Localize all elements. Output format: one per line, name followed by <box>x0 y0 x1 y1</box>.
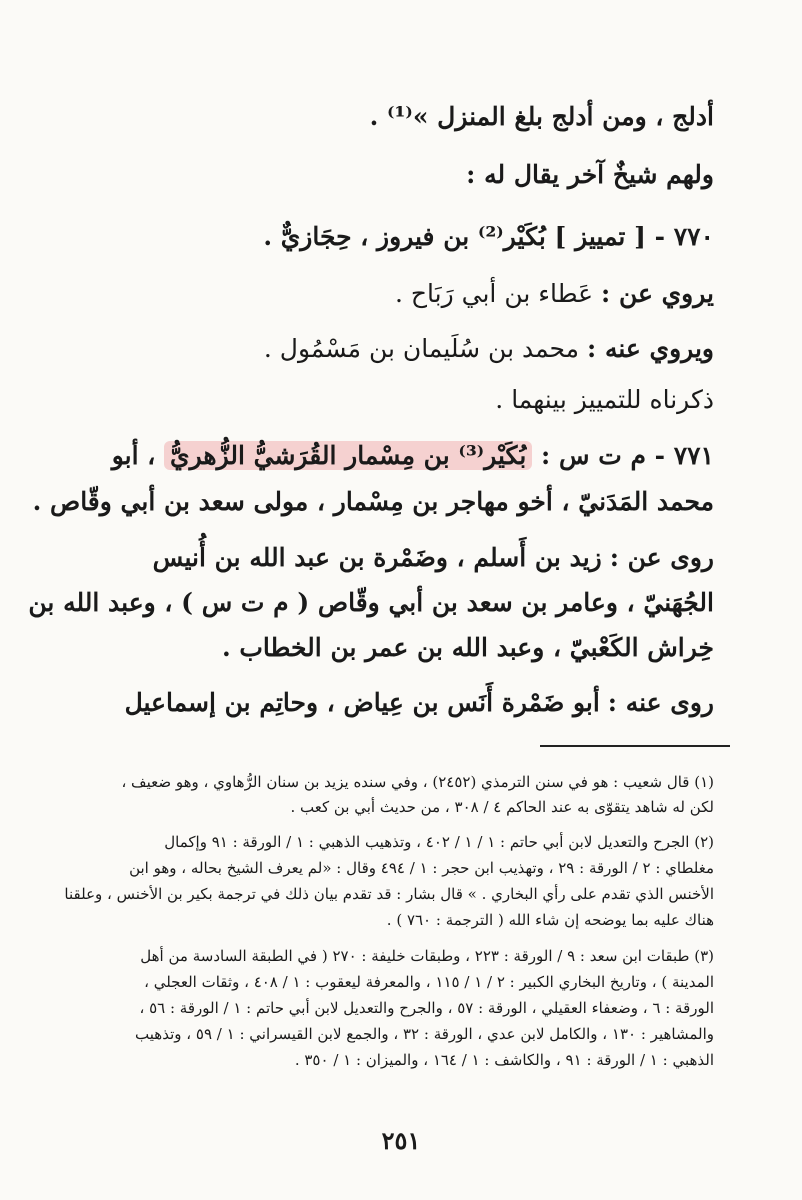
entry-770-heading: ٧٧٠ - [ تمييز ] بُكَيْر⁽²⁾ بن فيروز ، حِجَازيٌّ . <box>263 222 714 251</box>
footnote-3-line: والمشاهير : ١٣٠ ، والكامل لابن عدي ، الورقة : ٣٢ ، والجمع لابن القيسراني : ١ / ٥٩ ، وتذهيب <box>135 1025 714 1043</box>
entry-suffix: ، أبو <box>111 441 156 470</box>
highlighted-name: بُكَيْر⁽³⁾ بن مِسْمار القُرَشيُّ الزُّهريُّ <box>164 441 532 470</box>
text-line <box>120 685 714 721</box>
label-rawa-an: روى عن : <box>609 543 714 572</box>
text-line <box>120 276 714 312</box>
text-line: خِراش الكَعْبيّ ، وعبد الله بن عمر بن الخطاب . <box>221 633 714 662</box>
footnote-3-line: (٣) طبقات ابن سعد : ٩ / الورقة : ٢٢٣ ، وطبقات خليفة : ٢٧٠ ( في الطبقة السادسة من أهل <box>140 947 714 965</box>
text-line <box>120 331 714 367</box>
narrator-text: محمد بن سُلَيمان بن مَسْمُول . <box>263 334 580 363</box>
footnote-2-line: (٢) الجرح والتعديل لابن أبي حاتم : ١ / ١ / ٤٠٢ ، وتذهيب الذهبي : ١ / الورقة : ٩١ وإكمال <box>164 833 714 851</box>
footnote-3-line: الورقة : ٦ ، وضعفاء العقيلي ، الورقة : ٥٧ ، والجرح والتعديل لابن أبي حاتم : ١ / الورقة : ٥٦ ، <box>139 999 714 1017</box>
footnote-3-line: المدينة ) ، وتاريخ البخاري الكبير : ٢ / ١ / ١١٥ ، والمعرفة ليعقوب : ١ / ٤٠٨ ، وثقات العجلي ، <box>144 973 714 991</box>
text-line: محمد المَدَنيّ ، أخو مهاجر بن مِسْمار ، مولى سعد بن أبي وقّاص . <box>32 487 714 516</box>
entry-771-heading <box>111 438 714 474</box>
footnote-3-line: الذهبي : ١ / الورقة : ٩١ ، والكاشف : ١ / ١٦٤ ، والميزان : ١ / ٣٥٠ . <box>294 1051 714 1069</box>
narrator-text: عَطاء بن أبي رَبَاح . <box>395 279 594 308</box>
footnote-2-line: مغلطاي : ٢ / الورقة : ٢٩ ، وتهذيب ابن حجر : ١ / ٤٩٤ وقال : «لم يعرف الشيخ بحاله ، وهو ابن <box>129 859 714 877</box>
footnote-2-line: الأخنس الذي تقدم على رأي البخاري . » قال بشار : قد تقدم بيان ذلك في ترجمة بكير بن الأخنس ، وعلقنا <box>64 885 714 903</box>
narrator-text: زيد بن أَسلم ، وضَمْرة بن عبد الله بن أُنيس <box>152 543 602 572</box>
label-yarwi-an: يروي عن : <box>601 279 714 308</box>
text-line: الجُهَنيّ ، وعامر بن سعد بن أبي وقّاص ( م ت س ) ، وعبد الله بن <box>28 588 714 617</box>
footnote-2-line: هناك عليه بما يوضحه إن شاء الله ( الترجمة : ٧٦٠ ) . <box>386 911 714 929</box>
text-line: ولهم شيخٌ آخر يقال له : <box>466 160 714 189</box>
narrator-text: أبو ضَمْرة أَنَس بن عِياض ، وحاتِم بن إسماعيل <box>124 688 600 717</box>
label-rawa-anhu: روى عنه : <box>607 688 714 717</box>
page-number: ٢٥١ <box>381 1126 421 1155</box>
footnote-1-line: (١) قال شعيب : هو في سنن الترمذي (٢٤٥٢) ، وفي سنده يزيد بن سنان الرُّهاوي ، وهو ضعيف ، <box>121 773 714 791</box>
footnote-separator <box>540 745 730 747</box>
entry-sigla: ٧٧١ - م ت س : <box>541 441 714 470</box>
text-line: أدلج ، ومن أدلج بلغ المنزل »⁽¹⁾ . <box>369 102 714 131</box>
text-line: ذكرناه للتمييز بينهما . <box>495 385 714 414</box>
footnote-1-line: لكن له شاهد يتقوّى به عند الحاكم ٤ / ٣٠٨ ، من حديث أبي بن كعب . <box>290 798 714 816</box>
text-line <box>120 540 714 576</box>
label-yarwi-anhu: ويروي عنه : <box>587 334 714 363</box>
